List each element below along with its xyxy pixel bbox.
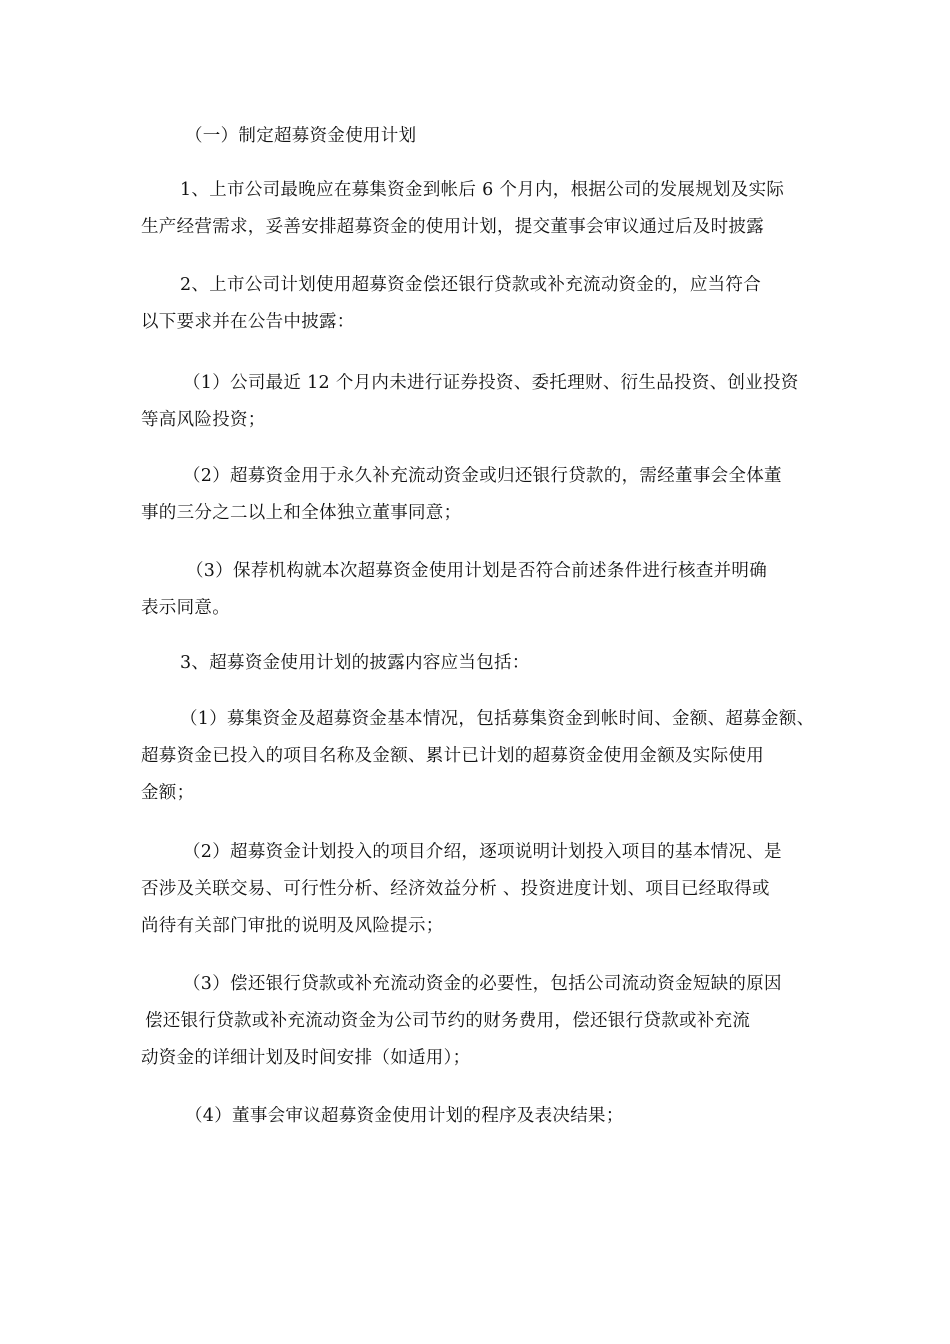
text-line: 等高风险投资； [141, 410, 266, 430]
text-line: 否涉及关联交易、可行性分析、经济效益分析 、投资进度计划、项目已经取得或 [141, 879, 770, 899]
text-line: 2、上市公司计划使用超募资金偿还银行贷款或补充流动资金的，应当符合 [180, 275, 762, 295]
text-line: 动资金的详细计划及时间安排（如适用）； [141, 1048, 471, 1068]
text-line: 以下要求并在公告中披露： [141, 312, 355, 332]
section-heading [141, 118, 813, 155]
paragraph-2-item-2 [141, 458, 813, 532]
text-line: 表示同意。 [141, 598, 230, 618]
text-line: 事的三分之二以上和全体独立董事同意； [141, 503, 462, 523]
text-line: （4）董事会审议超募资金使用计划的程序及表决结果； [185, 1106, 624, 1126]
text-line: 1、上市公司最晚应在募集资金到帐后 6 个月内，根据公司的发展规划及实际 [180, 180, 785, 200]
paragraph-3-item-1 [141, 701, 813, 812]
paragraph-3-item-3 [141, 966, 813, 1077]
text-line: （2）超募资金计划投入的项目介绍，逐项说明计划投入项目的基本情况、是 [183, 842, 782, 862]
text-line: 生产经营需求，妥善安排超募资金的使用计划，提交董事会审议通过后及时披露 [141, 217, 764, 237]
text-line: （1）公司最近 12 个月内未进行证券投资、委托理财、衍生品投资、创业投资 [183, 373, 799, 393]
paragraph-3 [141, 645, 813, 682]
paragraph-3-item-2 [141, 834, 813, 945]
text-line: （3）保荐机构就本次超募资金使用计划是否符合前述条件进行核查并明确 [186, 561, 768, 581]
text-line: 尚待有关部门审批的说明及风险提示； [141, 916, 444, 936]
text-line: （一）制定超募资金使用计划 [185, 126, 417, 146]
text-line: 超募资金已投入的项目名称及金额、累计已计划的超募资金使用金额及实际使用 [141, 746, 764, 766]
text-line: 3、超募资金使用计划的披露内容应当包括： [180, 653, 530, 673]
text-line: （2）超募资金用于永久补充流动资金或归还银行贷款的，需经董事会全体董 [183, 466, 782, 486]
text-line: （1）募集资金及超募资金基本情况，包括募集资金到帐时间、金额、超募金额、 [180, 709, 815, 729]
paragraph-2-item-1 [141, 365, 813, 439]
paragraph-2-item-3 [141, 553, 813, 627]
paragraph-2 [141, 267, 813, 341]
text-line: 金额； [141, 783, 195, 803]
text-line: 偿还银行贷款或补充流动资金为公司节约的财务费用，偿还银行贷款或补充流 [145, 1011, 751, 1031]
text-line: （3）偿还银行贷款或补充流动资金的必要性，包括公司流动资金短缺的原因 [183, 974, 782, 994]
paragraph-3-item-4 [141, 1098, 813, 1135]
paragraph-1 [141, 172, 813, 246]
